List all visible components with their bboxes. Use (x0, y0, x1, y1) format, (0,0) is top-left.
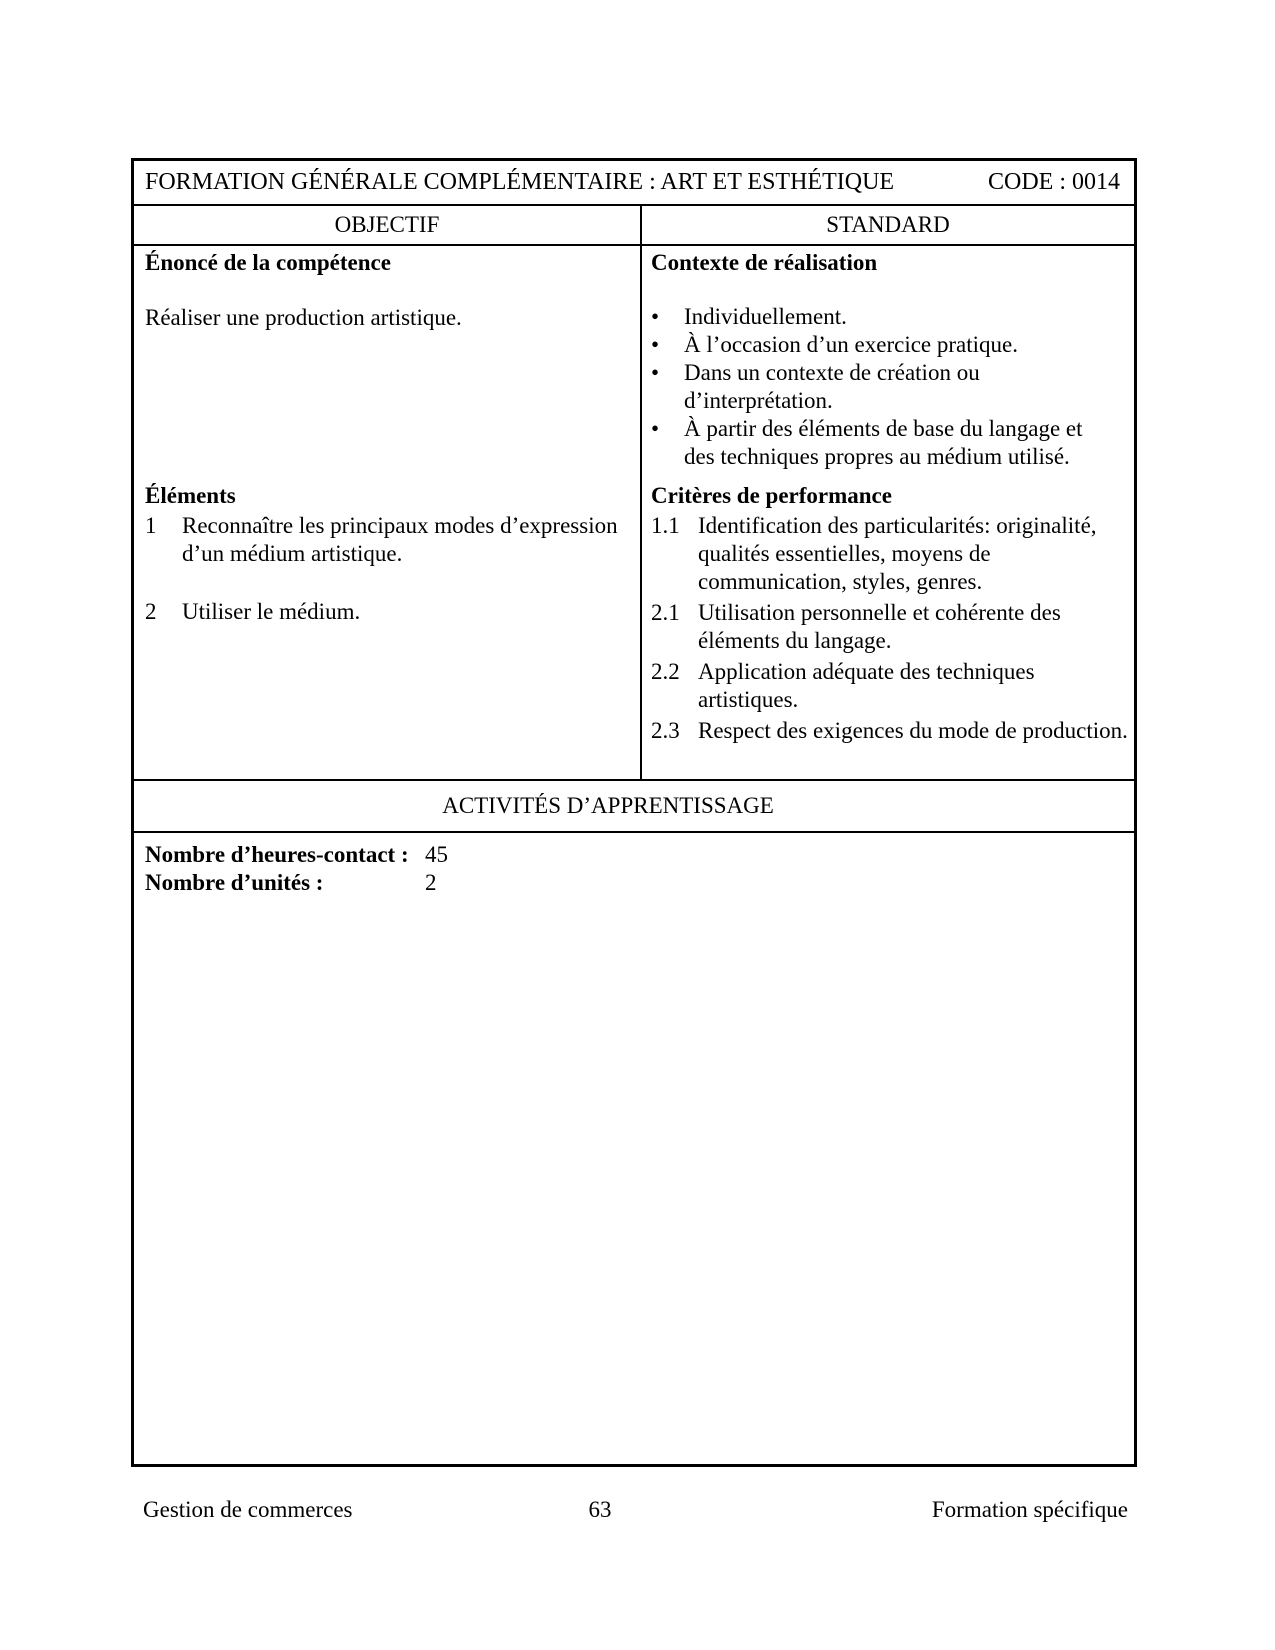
activites-cell (134, 833, 1134, 1464)
enonce-heading: Énoncé de la compétence (145, 250, 391, 275)
activites-header-row (134, 781, 1134, 833)
element-text: Utiliser le médium. (182, 599, 361, 624)
column-headers-row (134, 206, 1134, 246)
objectif-header: OBJECTIF (334, 212, 440, 237)
element-text: Reconnaître les principaux modes d’expression d’un médium artistique. (182, 513, 618, 566)
footer-page-number: 63 (588, 1497, 612, 1522)
document-title: FORMATION GÉNÉRALE COMPLÉMENTAIRE : ART ET ESTHÉTIQUE (145, 169, 895, 195)
document-code: CODE : 0014 (988, 169, 1120, 195)
element-number: 1 (145, 513, 157, 538)
contexte-item-3: • Dans un contexte de création ou d’interprétation. (651, 360, 980, 413)
activites-heading: ACTIVITÉS D’APPRENTISSAGE (442, 793, 774, 818)
competency-table (131, 158, 1137, 1467)
elements-heading: Éléments (145, 483, 236, 508)
hours-contact-label: Nombre d’heures-contact : (145, 842, 409, 867)
units-value: 2 (425, 870, 437, 895)
standard-header-cell (642, 206, 1134, 244)
element-number: 2 (145, 599, 157, 624)
criteres-heading: Critères de performance (651, 483, 892, 508)
contexte-item-4: • À partir des éléments de base du langage et des techniques propres au médium utilisé. (651, 416, 1083, 469)
contexte-list (651, 303, 1128, 471)
critere-number: 2.2 (651, 659, 680, 684)
objectif-cell (134, 246, 642, 779)
bullet-icon: • (651, 304, 660, 329)
element-item-2 (145, 598, 632, 626)
critere-number: 2.1 (651, 600, 680, 625)
table-title-row (134, 161, 1134, 206)
footer-program-name: Gestion de commerces (143, 1497, 353, 1522)
critere-item-2-1: 2.1 Utilisation personnelle et cohérente des éléments du langage. (651, 600, 1061, 653)
units-label: Nombre d’unités : (145, 870, 324, 895)
enonce-text: Réaliser une production artistique. (145, 305, 462, 330)
contexte-item-2: • À l’occasion d’un exercice pratique. (651, 332, 1018, 357)
contexte-item-1: • Individuellement. (651, 304, 847, 329)
element-item-1 (145, 512, 632, 568)
standard-header: STANDARD (826, 212, 950, 237)
objectif-header-cell (134, 206, 642, 244)
critere-item-2-2: 2.2 Application adéquate des techniques artistiques. (651, 659, 1035, 712)
footer-section-name: Formation spécifique (931, 1497, 1128, 1522)
hours-contact-value: 45 (425, 842, 448, 867)
critere-item-1-1: 1.1 Identification des particularités: originalité, qualités essentielles, moyens de communication, styles, genres. (651, 513, 1097, 594)
bullet-icon: • (651, 332, 660, 357)
critere-number: 1.1 (651, 513, 680, 538)
units-row (145, 869, 1124, 897)
page-footer (0, 1496, 1275, 1526)
bullet-icon: • (651, 360, 660, 385)
hours-contact-row (145, 841, 1124, 869)
bullet-icon: • (651, 416, 660, 441)
critere-number: 2.3 (651, 718, 680, 743)
critere-item-2-3: 2.3 Respect des exigences du mode de production. (651, 718, 1128, 743)
contexte-heading: Contexte de réalisation (651, 250, 878, 275)
content-row (134, 246, 1134, 781)
standard-cell (642, 246, 1134, 779)
